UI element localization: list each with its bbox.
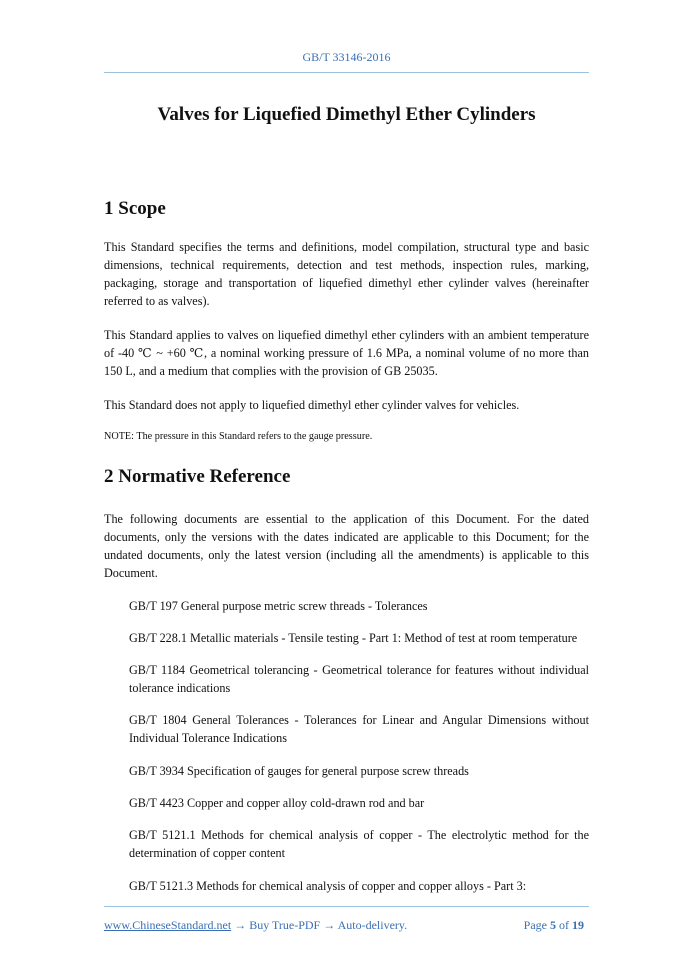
scope-paragraph-3 [104,396,589,414]
section-heading: 1 Scope [104,198,166,219]
reference-item [104,629,589,647]
reference-item [104,762,589,780]
page-footer [104,918,589,933]
page-total: 19 [572,918,584,932]
paragraph: The following documents are essential to the application of this Document. For the dated documents, only the versions with the dates indicated are applicable to this Document; for the undated documents, only the latest version (including all the amendments) is applicable to this Document. [104,512,589,580]
header-divider [104,72,589,73]
document-title: Valves for Liquefied Dimethyl Ether Cylinders [157,104,536,125]
page-indicator [524,918,584,933]
reference-text: GB/T 228.1 Metallic materials - Tensile testing - Part 1: Method of test at room temperature [129,631,578,645]
document-number-header: GB/T 33146-2016 [302,50,391,64]
reference-text: GB/T 5121.3 Methods for chemical analysis of copper and copper alloys - Part 3: [129,879,527,893]
reference-item [104,877,589,895]
reference-item [104,826,589,862]
arrow-icon: → [234,918,247,932]
buy-true-pdf-text: Buy True-PDF [249,918,321,932]
reference-text: GB/T 3934 Specification of gauges for general purpose screw threads [129,764,469,778]
reference-text: GB/T 4423 Copper and copper alloy cold-drawn rod and bar [129,796,425,810]
arrow-icon: → [323,918,336,932]
scope-paragraph-1 [104,238,589,310]
paragraph: This Standard specifies the terms and definitions, model compilation, structural type and basic dimensions, technical requirements, detection and test methods, inspection rules, marking, packaging, storage and transportation of liquefied dimethyl ether cylinder valves (hereinafter referred to as valves). [104,240,589,308]
scope-paragraph-2 [104,326,589,380]
paragraph: This Standard applies to valves on liquefied dimethyl ether cylinders with an ambient temperature of -40 ℃ ~ +60 ℃, a nominal working pressure of 1.6 MPa, a nominal volume of no more than 150 L, and a medium that complies with the provision of GB 25035. [104,328,589,378]
section-normative-reference [104,466,589,488]
page-of: of [559,918,569,932]
paragraph: This Standard does not apply to liquefied dimethyl ether cylinder valves for vehicles. [104,398,520,412]
footer-divider [104,906,589,907]
section-scope [104,198,589,220]
note-text: NOTE: The pressure in this Standard refers to the gauge pressure. [104,431,373,442]
reference-text: GB/T 197 General purpose metric screw threads - Tolerances [129,599,428,613]
reference-item [104,794,589,812]
auto-delivery-text: Auto-delivery. [337,918,408,932]
reference-item [104,597,589,615]
reference-text: GB/T 1184 Geometrical tolerancing - Geometrical tolerance for features without individual tolerance indications [129,663,589,695]
normative-intro-paragraph [104,510,589,582]
page-current: 5 [550,918,556,932]
reference-text: GB/T 1804 General Tolerances - Tolerances for Linear and Angular Dimensions without Individual Tolerance Indications [129,713,589,745]
reference-item [104,711,589,747]
page-label: Page [523,918,547,932]
reference-item [104,661,589,697]
section-heading: 2 Normative Reference [104,466,291,487]
scope-note [104,428,589,446]
chinesestandard-link[interactable]: www.ChineseStandard.net [104,918,232,932]
reference-text: GB/T 5121.1 Methods for chemical analysis of copper - The electrolytic method for the determination of copper content [129,828,589,860]
